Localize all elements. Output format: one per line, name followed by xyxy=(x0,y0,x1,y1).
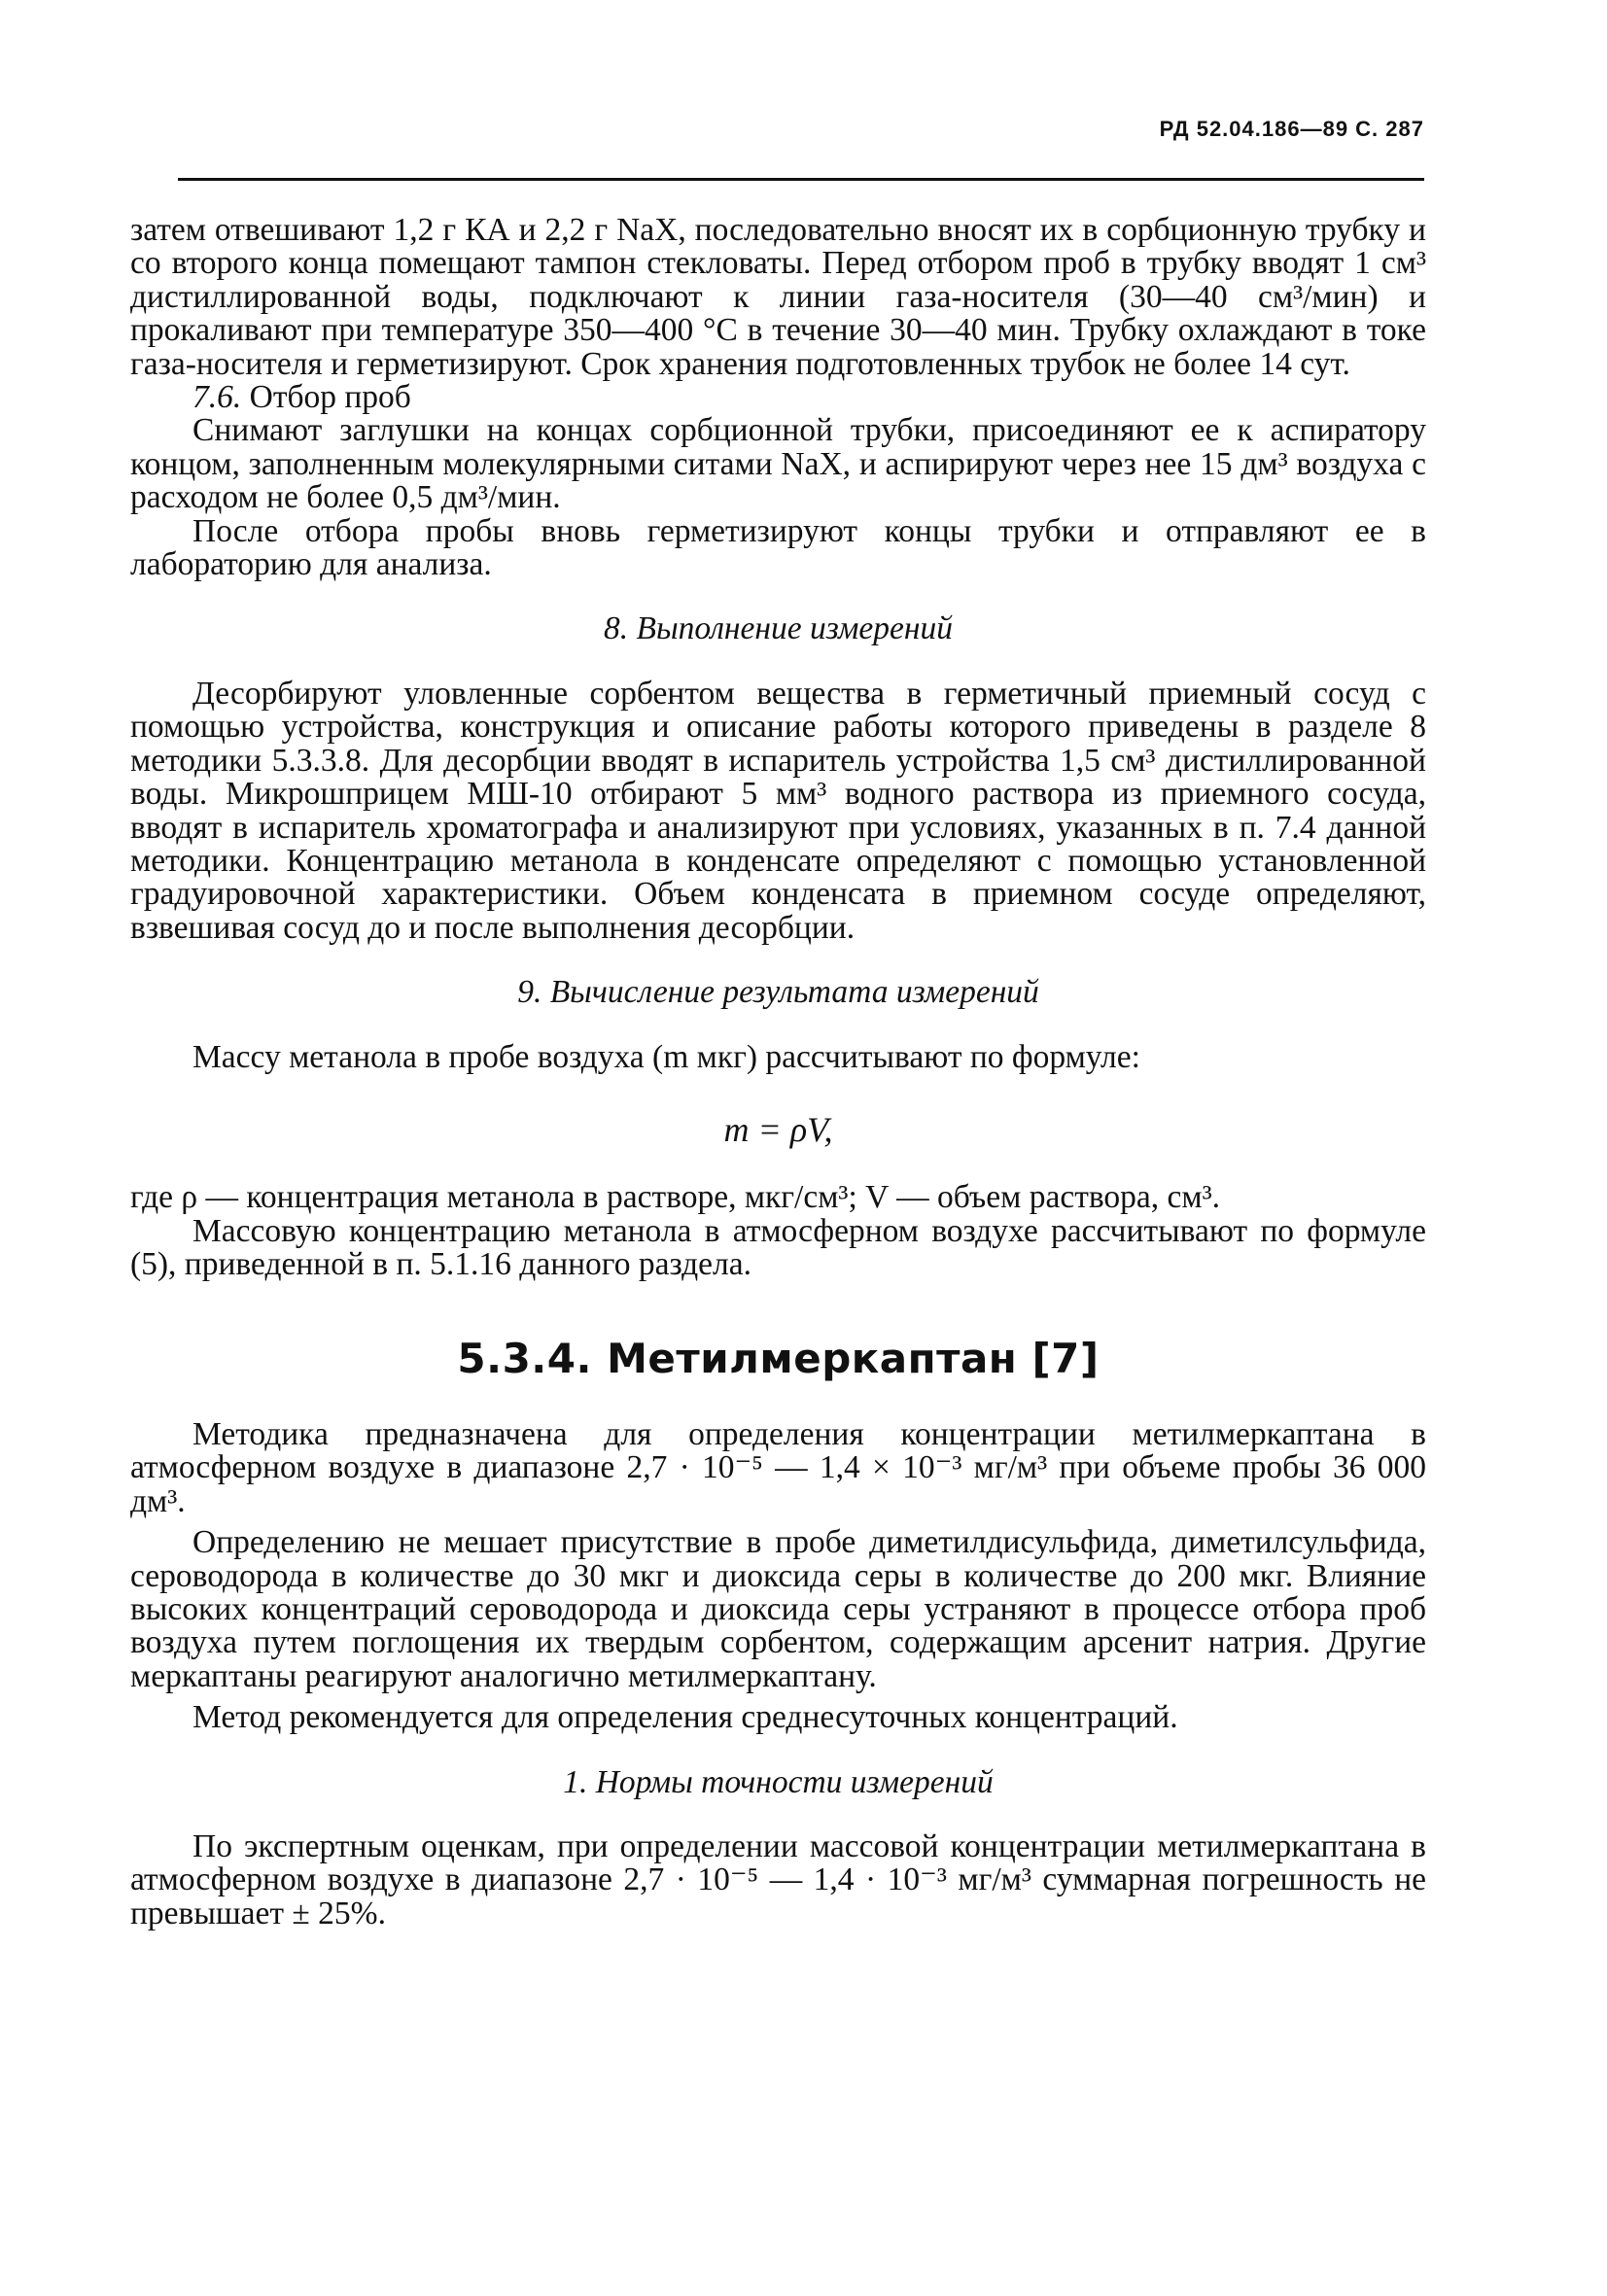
paragraph-after-sampling: После отбора пробы вновь герметизируют концы трубки и отправляют ее в лабораторию для анализа. xyxy=(130,512,1426,583)
page-body xyxy=(130,214,1426,1931)
paragraph-accuracy: По экспертным оценкам, при определении массовой концентрации метилмеркаптана в атмосферном воздухе в диапазоне 2,7 · 10⁻⁵ — 1,4 · 10⁻³ мг/м³ суммарная погрешность не превышает ± 25%. xyxy=(130,1828,1426,1931)
section-title-calculation: 9. Вычисление результата измерений xyxy=(517,974,1039,1011)
paragraph-mass-concentration: Массовую концентрацию метанола в атмосферном воздухе рассчитывают по формуле (5), приведенной в п. 5.1.16 данного раздела. xyxy=(130,1212,1426,1283)
section-title-accuracy: 1. Нормы точности измерений xyxy=(563,1763,994,1800)
paragraph-desorption: Десорбируют уловленные сорбентом вещества в герметичный приемный сосуд с помощью устройства, конструкция и описание работы которого приведены в разделе 8 методики 5.3.3.8. Для десорбции вводят в испаритель устройства 1,5 см³ дистиллированной воды. Микрошприцем МШ-10 отбирают 5 мм³ водного раствора из приемного сосуда, вводят в испаритель хроматографа и анализируют при условиях, указанных в п. 7.4 данной методики. Концентрацию метанола в конденсате определяют с помощью установленной градуировочной характеристики. Объем конденсата в приемном сосуде определяют, взвешивая сосуд до и после выполнения десорбции. xyxy=(130,675,1426,946)
section-title-measurement: 8. Выполнение измерений xyxy=(604,610,953,647)
paragraph-mass-formula-intro: Массу метанола в пробе воздуха (m мкг) рассчитывают по формуле: xyxy=(192,1038,1140,1075)
subsection-title: Отбор проб xyxy=(249,379,411,416)
paragraph-sorbent-prep: затем отвешивают 1,2 г КА и 2,2 г NaX, последовательно вносят их в сорбционную трубку и со второго конца помещают тампон стекловаты. Перед отбором проб в трубку вводят 1 см³ дистиллированной воды, подключают к линии газа-носителя (30—40 см³/мин) и прокаливают при температуре 350—400 °С в течение 30—40 мин. Трубку охлаждают в токе газа-носителя и герметизируют. Срок хранения подготовленных трубок не более 14 сут. xyxy=(130,212,1426,382)
paragraph-sampling: Снимают заглушки на концах сорбционной трубки, присоединяют ее к аспиратору концом, заполненным молекулярными ситами NaX, и аспирируют через нее 15 дм³ воздуха с расходом не более 0,5 дм³/мин. xyxy=(130,412,1426,516)
paragraph-formula-legend: где ρ — концентрация метанола в растворе, мкг/см³; V — объем раствора, см³. xyxy=(130,1179,1221,1216)
section-heading-534: 5.3.4. Метилмеркаптан [7] xyxy=(457,1334,1100,1382)
subsection-number: 7.6. xyxy=(192,379,242,416)
formula: m = ρV, xyxy=(723,1109,833,1149)
paragraph-method-purpose: Методика предназначена для определения концентрации метилмеркаптана в атмосферном воздухе в диапазоне 2,7 · 10⁻⁵ — 1,4 × 10⁻³ мг/м³ при объеме пробы 36 000 дм³. xyxy=(130,1415,1426,1519)
paragraph-interference: Определению не мешает присутствие в пробе диметилдисульфида, диметилсульфида, сероводорода в количестве до 30 мкг и диоксида серы в количестве до 200 мкг. Влияние высоких концентраций сероводорода и диоксида серы устраняют в процессе отбора проб воздуха путем поглощения их твердым сорбентом, содержащим арсенит натрия. Другие меркаптаны реагируют аналогично метилмеркаптану. xyxy=(130,1524,1426,1694)
running-header: РД 52.04.186—89 С. 287 xyxy=(1159,117,1424,141)
header-rule xyxy=(178,178,1424,181)
paragraph-recommendation: Метод рекомендуется для определения среднесуточных концентраций. xyxy=(192,1699,1178,1736)
subsection-sampling xyxy=(130,381,1426,414)
